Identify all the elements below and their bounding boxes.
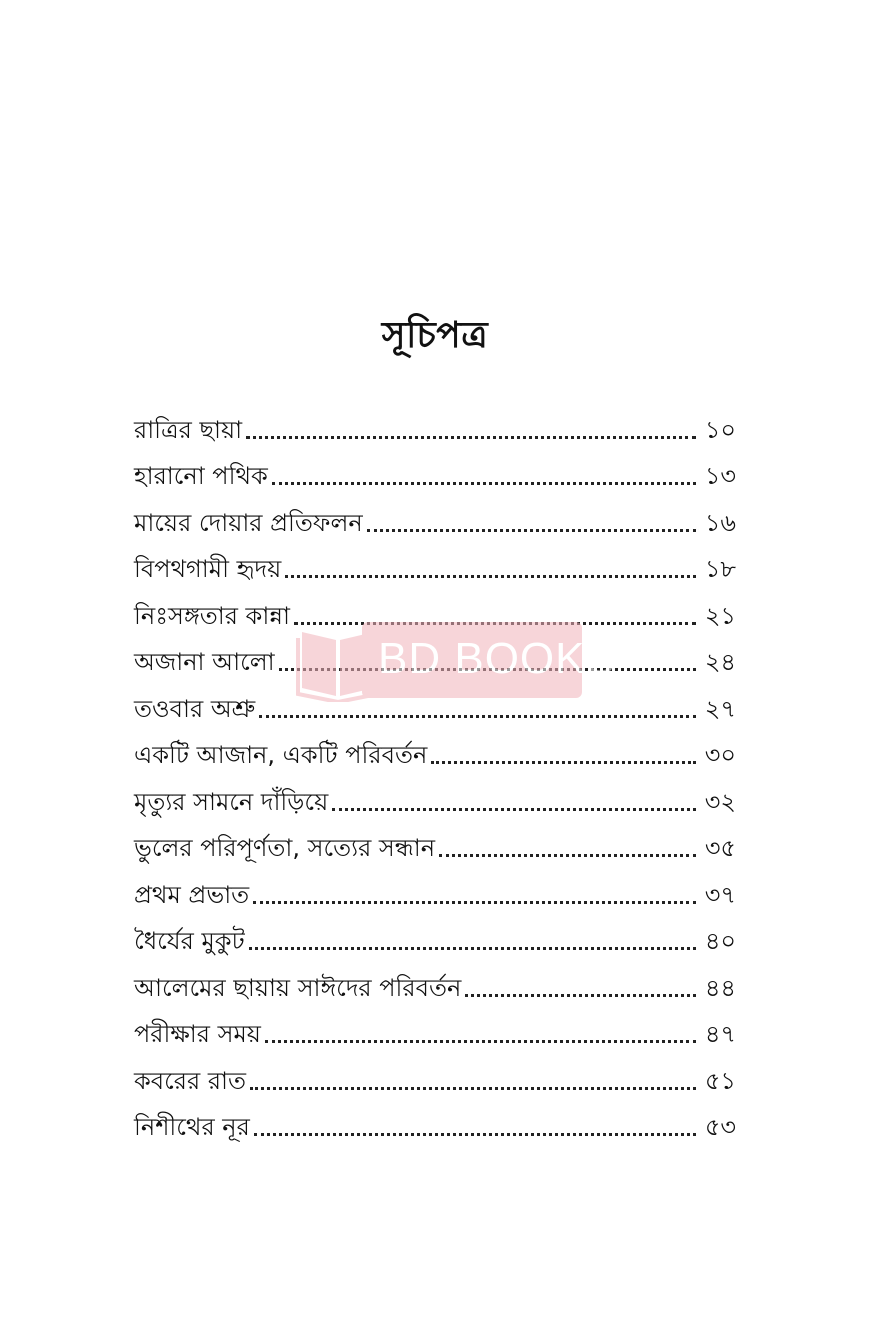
dot-leader xyxy=(254,1133,696,1136)
dot-leader xyxy=(259,715,696,718)
toc-entry xyxy=(134,910,736,957)
toc-entry-title: নিঃসঙ্গতার কান্না xyxy=(134,601,290,630)
toc-entry-page: ২১ xyxy=(704,601,736,630)
toc-entry-title: প্রথম প্রভাত xyxy=(134,880,250,909)
toc-entry xyxy=(134,817,736,864)
toc-entry xyxy=(134,1049,736,1096)
dot-leader xyxy=(253,901,696,904)
dot-leader xyxy=(439,854,696,857)
toc-entry-page: ৩২ xyxy=(704,787,736,816)
toc-entry xyxy=(134,863,736,910)
toc-entry-page: ৪৪ xyxy=(704,973,736,1002)
toc-entry-page: ৪৭ xyxy=(704,1020,736,1048)
toc-entry-title: মৃত্যুর সামনে দাঁড়িয়ে xyxy=(134,787,329,816)
toc-entry-title: ধৈর্যের মুকুট xyxy=(134,927,245,955)
toc-entry-page: ১৩ xyxy=(704,462,736,490)
dot-leader xyxy=(285,575,696,578)
toc-entry-title: অজানা আলো xyxy=(134,648,275,676)
toc-entry xyxy=(134,724,736,771)
toc-entry-title: ভুলের পরিপূর্ণতা, সত্যের সন্ধান xyxy=(134,834,436,862)
toc-entry-title: একটি আজান, একটি পরিবর্তন xyxy=(134,741,428,769)
dot-leader xyxy=(465,994,696,997)
toc-entry-title: তওবার অশ্রু xyxy=(134,694,256,723)
toc-entry-title: পরীক্ষার সময় xyxy=(134,1020,261,1048)
toc-entry-page: ১০ xyxy=(704,415,736,444)
watermark-logo xyxy=(296,618,616,704)
toc-entry-page: ১৬ xyxy=(704,508,736,537)
toc-entry-title: রাত্রির ছায়া xyxy=(134,415,243,444)
toc-entry-page: ৪০ xyxy=(704,927,736,955)
dot-leader xyxy=(272,482,696,485)
toc-entry xyxy=(134,491,736,538)
toc-entry-page: ১৮ xyxy=(704,555,736,583)
dot-leader xyxy=(332,808,696,811)
toc-entry-page: ৩০ xyxy=(704,741,736,769)
toc-entry xyxy=(134,445,736,492)
toc-entry xyxy=(134,538,736,585)
toc-entry-page: ৩৭ xyxy=(704,880,736,909)
table-of-contents xyxy=(134,398,736,1142)
toc-entry-page: ৫১ xyxy=(704,1066,736,1095)
toc-entry-title: মায়ের দোয়ার প্রতিফলন xyxy=(134,508,363,537)
toc-entry-page: ৩৫ xyxy=(704,834,736,862)
toc-entry xyxy=(134,956,736,1003)
toc-entry xyxy=(134,1096,736,1143)
toc-entry xyxy=(134,1003,736,1050)
dot-leader xyxy=(431,761,696,764)
toc-entry xyxy=(134,770,736,817)
toc-entry-title: হারানো পথিক xyxy=(134,462,268,490)
dot-leader xyxy=(265,1040,696,1043)
dot-leader xyxy=(249,947,696,950)
dot-leader xyxy=(367,529,696,532)
toc-entry-page: ২৭ xyxy=(704,694,736,723)
watermark-text: BD BOOKS xyxy=(378,634,616,683)
dot-leader xyxy=(250,1087,696,1090)
toc-entry xyxy=(134,398,736,445)
toc-entry-page: ২৪ xyxy=(704,648,736,676)
toc-entry-title: কবরের রাত xyxy=(134,1066,246,1095)
toc-entry-title: আলেমের ছায়ায় সাঈদের পরিবর্তন xyxy=(134,973,462,1002)
toc-entry-title: বিপথগামী হৃদয় xyxy=(134,555,282,583)
dot-leader xyxy=(246,436,696,439)
toc-entry-page: ৫৩ xyxy=(704,1113,736,1141)
page-title: সূচিপত্র xyxy=(381,315,489,356)
toc-entry-title: নিশীথের নূর xyxy=(134,1113,250,1141)
